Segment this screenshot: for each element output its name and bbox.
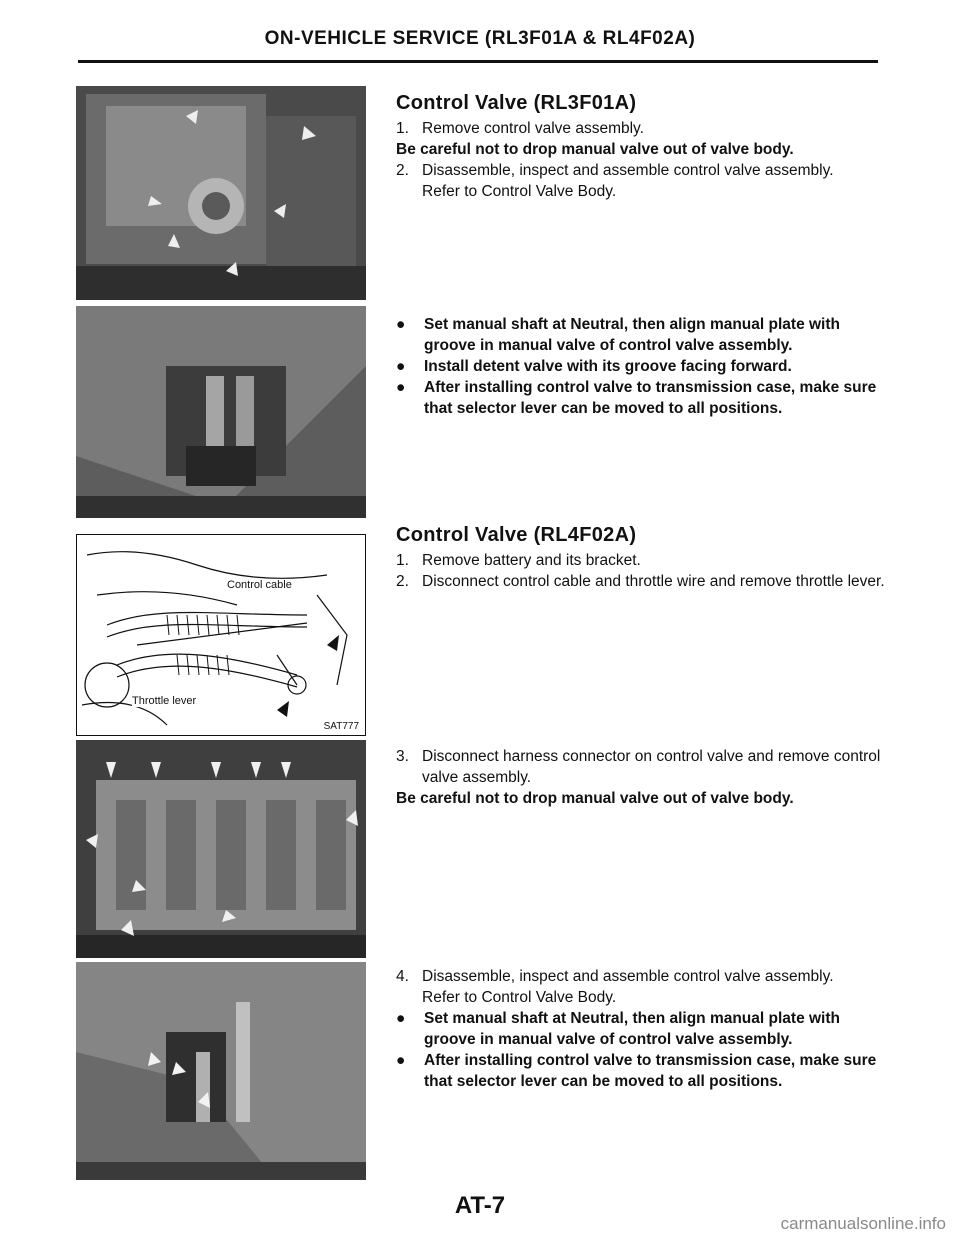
step-1 <box>396 550 886 571</box>
page-header: ON-VEHICLE SERVICE (RL3F01A & RL4F02A) <box>264 28 696 49</box>
bullet-dot-icon: ● <box>396 316 406 333</box>
step-number: 1. <box>396 120 409 137</box>
step-subtext: Refer to Control Valve Body. <box>422 183 617 200</box>
bullet-text: After installing control valve to transmission case, make sure that selector lever can be moved to all positions. <box>424 1052 877 1090</box>
caution-text: Be careful not to drop manual valve out of valve body. <box>396 790 794 807</box>
bullet-text: Set manual shaft at Neutral, then align manual plate with groove in manual valve of control valve assembly. <box>424 316 840 354</box>
step-number: 2. <box>396 162 409 179</box>
page-number: AT-7 <box>454 1192 506 1219</box>
bullet-text: Set manual shaft at Neutral, then align manual plate with groove in manual valve of control valve assembly. <box>424 1010 840 1048</box>
step-number: 4. <box>396 968 409 985</box>
bullet-text: After installing control valve to transmission case, make sure that selector lever can be moved to all positions. <box>424 379 877 417</box>
step-number: 2. <box>396 573 409 590</box>
photo-manual-plate <box>76 306 366 518</box>
bullet-item <box>396 377 886 419</box>
step-2 <box>396 160 886 202</box>
bullet-item <box>396 356 886 377</box>
section-title-rl3f01a: Control Valve (RL3F01A) <box>396 92 637 114</box>
caution-text: Be careful not to drop manual valve out of valve body. <box>396 141 794 158</box>
diagram-control-cable <box>76 534 366 736</box>
section2-step3 <box>396 746 886 809</box>
photo-valve-body-bolts <box>76 740 366 958</box>
step-number: 1. <box>396 552 409 569</box>
section1-bullets <box>396 314 886 419</box>
bullet-dot-icon: ● <box>396 358 406 375</box>
section1-text <box>396 118 886 202</box>
photo-control-valve-top <box>76 86 366 300</box>
step-subtext: Refer to Control Valve Body. <box>422 989 617 1006</box>
bullet-dot-icon: ● <box>396 1010 406 1027</box>
bullet-item <box>396 1050 886 1092</box>
bullet-item <box>396 314 886 356</box>
step-text: Remove battery and its bracket. <box>422 552 641 569</box>
section2-steps <box>396 550 886 592</box>
step-4 <box>396 966 886 1008</box>
step-2 <box>396 571 886 592</box>
bullet-dot-icon: ● <box>396 1052 406 1069</box>
watermark: carmanualsonline.info <box>780 1214 946 1233</box>
step-1 <box>396 118 886 139</box>
step-text: Disconnect harness connector on control valve and remove control valve assembly. <box>422 748 881 786</box>
bullet-item <box>396 1008 886 1050</box>
step-text: Disconnect control cable and throttle wire and remove throttle lever. <box>422 573 885 590</box>
header-rule <box>78 60 878 63</box>
diagram-label-throttle-lever: Throttle lever <box>132 695 197 707</box>
diagram-label-control-cable: Control cable <box>227 579 292 591</box>
step-text: Disassemble, inspect and assemble control valve assembly. <box>422 968 834 985</box>
step-text: Remove control valve assembly. <box>422 120 644 137</box>
diagram-code: SAT777 <box>323 721 359 732</box>
bullet-dot-icon: ● <box>396 379 406 396</box>
bullet-text: Install detent valve with its groove facing forward. <box>424 358 792 375</box>
section-title-rl4f02a: Control Valve (RL4F02A) <box>396 524 637 546</box>
step-text: Disassemble, inspect and assemble control valve assembly. <box>422 162 834 179</box>
step-3 <box>396 746 886 788</box>
photo-manual-shaft <box>76 962 366 1180</box>
section2-step4 <box>396 966 886 1092</box>
step-number: 3. <box>396 748 409 765</box>
